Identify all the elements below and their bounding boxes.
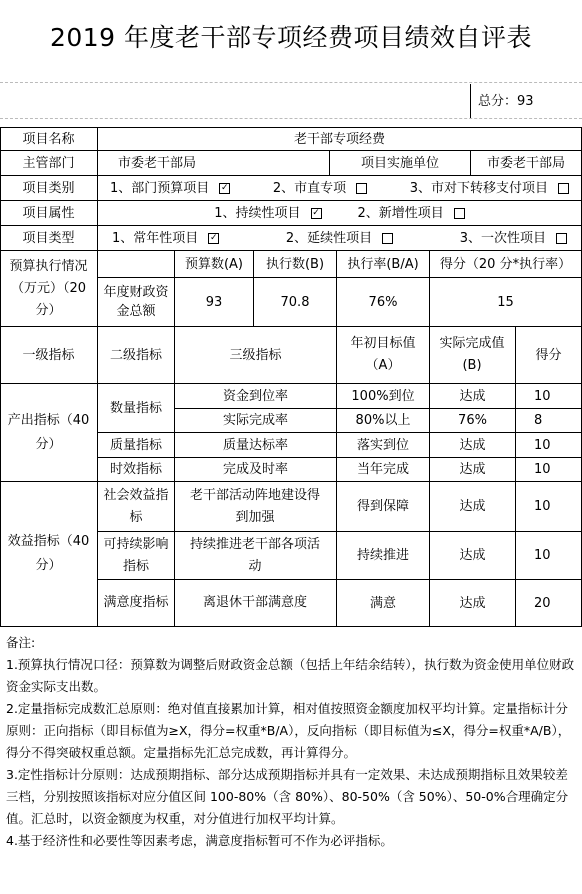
divider xyxy=(0,82,582,83)
benefit-level2: 社会效益指标 xyxy=(103,487,169,525)
benefit-actual: 达成 xyxy=(459,595,486,611)
type-label: 项目类型 xyxy=(22,230,75,246)
benefit-level2: 满意度指标 xyxy=(103,595,169,610)
attr-option xyxy=(358,204,465,223)
category-options xyxy=(98,176,581,200)
table-row-score: 10 xyxy=(534,462,551,477)
budget-value: 93 xyxy=(205,294,223,310)
attr-option-label: 1、持续性项目 xyxy=(214,205,301,221)
type-option-label: 3、一次性项目 xyxy=(459,230,546,246)
header-level1: 一级指标 xyxy=(22,347,75,363)
benefit-level2: 可持续影响指标 xyxy=(103,536,169,574)
budget-col-exec: 执行数(B) xyxy=(265,256,325,272)
table-row-score: 10 xyxy=(534,388,551,404)
header-actual: 实际完成值(B) xyxy=(439,336,505,373)
type-option xyxy=(460,229,567,248)
project-name-value: 老干部专项经费 xyxy=(293,131,385,147)
benefit-level3: 离退休干部满意度 xyxy=(202,595,307,610)
table-row-target: 80%以上 xyxy=(355,413,411,428)
checkbox[interactable]: ✓ xyxy=(312,207,320,218)
notes xyxy=(6,632,578,852)
budget-col-score: 得分（20 分*执行率） xyxy=(439,256,572,272)
benefit-actual: 达成 xyxy=(459,499,486,514)
benefit-level3: 老干部活动阵地建设得到加强 xyxy=(190,487,321,525)
table-row-actual: 达成 xyxy=(459,437,486,453)
type-option xyxy=(112,229,219,248)
category-option-label: 1、部门预算项目 xyxy=(110,180,210,196)
budget-row-label: 年度财政资金总额 xyxy=(103,285,169,319)
type-option-label: 1、常年性项目 xyxy=(112,230,199,246)
notes-heading: 备注: xyxy=(6,635,36,650)
type-option xyxy=(286,229,393,248)
total-score: 总分：93 xyxy=(478,93,534,109)
checkbox[interactable] xyxy=(556,233,567,244)
impl-value: 市委老干部局 xyxy=(486,155,565,171)
time-label: 时效指标 xyxy=(109,462,162,477)
note-item: 1.预算执行情况口径：预算数为调整后财政资金总额（包括上年结余结转），执行数为资金使用单位财政资金实际支出数。 xyxy=(6,657,575,694)
budget-col-rate: 执行率(B/A) xyxy=(347,256,419,272)
note-item: 3.定性指标计分原则：达成预期指标、部分达成预期指标并具有一定效果、未达成预期指标且效果较差三档，分别按照该指标对应分值区间 100-80%（含 80%）、80-50%（含 50%）、50-0%合理确定分值。汇总时，以资金额度为权重，对分值进行加权平均计算。 xyxy=(6,767,569,826)
rate-value: 76% xyxy=(368,294,398,310)
benefit-level3: 持续推进老干部各项活动 xyxy=(190,536,321,574)
benefit-label: 效益指标（40 分） xyxy=(7,534,90,573)
quantity-label: 数量指标 xyxy=(109,400,162,416)
impl-label: 项目实施单位 xyxy=(360,155,439,171)
table-row-score: 10 xyxy=(534,437,551,453)
dept-value: 市委老干部局 xyxy=(118,155,197,171)
benefit-target: 得到保障 xyxy=(356,499,409,514)
output-label: 产出指标（40 分） xyxy=(7,412,90,452)
header-level3: 三级指标 xyxy=(229,347,282,363)
category-option-label: 3、市对下转移支付项目 xyxy=(409,180,548,196)
table-row-target: 落实到位 xyxy=(356,437,409,453)
checkbox[interactable] xyxy=(356,183,367,194)
table-row-level3: 资金到位率 xyxy=(222,388,288,404)
benefit-score: 10 xyxy=(534,548,551,563)
category-label: 项目类别 xyxy=(22,180,75,196)
project-name-label: 项目名称 xyxy=(22,131,75,147)
budget-col-blank xyxy=(98,251,174,277)
divider xyxy=(0,118,582,119)
note-item: 4.基于经济性和必要性等因素考虑，满意度指标暂可不作为必评指标。 xyxy=(6,833,393,848)
benefit-score: 10 xyxy=(534,499,551,514)
attr-option xyxy=(214,204,321,223)
header-level2: 二级指标 xyxy=(109,347,162,363)
category-option xyxy=(273,179,367,198)
header-score: 得分 xyxy=(535,347,562,363)
checkbox[interactable] xyxy=(382,233,393,244)
benefit-score: 20 xyxy=(534,595,551,611)
header-target: 年初目标值（A） xyxy=(350,336,416,373)
table-row-actual: 达成 xyxy=(459,462,486,477)
benefit-target: 持续推进 xyxy=(356,548,409,563)
budget-label: 预算执行情况（万元）（20 分） xyxy=(9,258,88,318)
table-row-actual: 76% xyxy=(458,413,487,428)
budget-col-budget: 预算数(A) xyxy=(184,256,244,272)
score-value: 15 xyxy=(497,294,514,310)
table-row-level3: 实际完成率 xyxy=(222,413,288,428)
quality-label: 质量指标 xyxy=(109,437,162,453)
table-border xyxy=(0,626,582,627)
page-title: 2019 年度老干部专项经费项目绩效自评表 xyxy=(49,23,533,52)
note-item: 2.定量指标完成数汇总原则：绝对值直接累加计算，相对值按照资金额度加权平均计算。定量指标计分原则：正向指标（即目标值为≥X，得分=权重*B/A），反向指标（即目标值为≤X，得分=权重*A/B），得分不得突破权重总额。定量指标先汇总完成数，再计算得分。 xyxy=(6,701,571,760)
benefit-actual: 达成 xyxy=(459,548,486,563)
attr-option-label: 2、新增性项目 xyxy=(357,205,444,221)
divider xyxy=(470,84,471,118)
table-row-level3: 质量达标率 xyxy=(222,437,288,453)
category-option xyxy=(110,179,230,198)
checkbox[interactable] xyxy=(558,183,569,194)
benefit-target: 满意 xyxy=(369,595,396,611)
table-row-target: 100%到位 xyxy=(351,388,415,404)
table-row-actual: 达成 xyxy=(459,388,486,404)
checkbox[interactable]: ✓ xyxy=(221,182,229,193)
category-option xyxy=(410,179,569,198)
type-options xyxy=(98,226,581,250)
checkbox[interactable]: ✓ xyxy=(210,232,218,243)
attr-label: 项目属性 xyxy=(22,205,75,221)
table-row-target: 当年完成 xyxy=(356,462,409,477)
table-row-score: 8 xyxy=(534,413,543,428)
type-option-label: 2、延续性项目 xyxy=(285,230,373,246)
attr-options xyxy=(98,201,581,225)
table-row-level3: 完成及时率 xyxy=(222,462,288,477)
category-option-label: 2、市直专项 xyxy=(272,180,347,196)
exec-value: 70.8 xyxy=(280,294,310,310)
dept-label: 主管部门 xyxy=(22,155,75,171)
checkbox[interactable] xyxy=(454,208,465,219)
